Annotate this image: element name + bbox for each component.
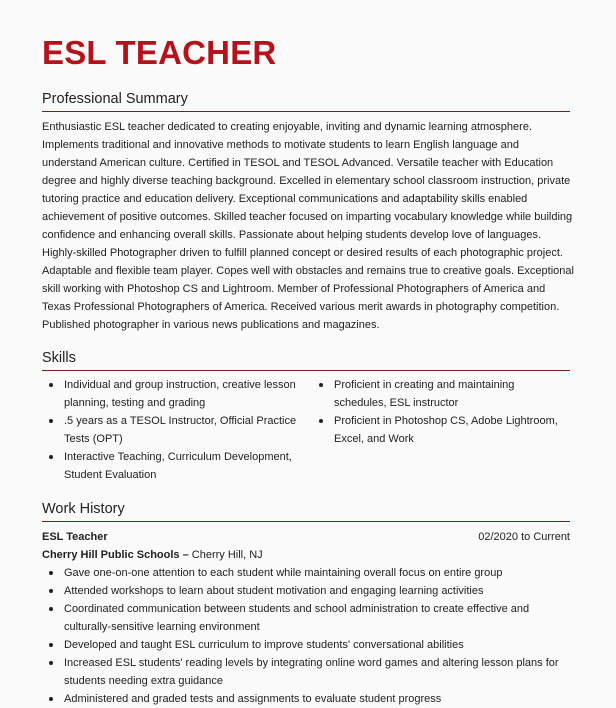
skill-item: Interactive Teaching, Curriculum Development, Student Evaluation: [42, 448, 312, 484]
duty-item: Administered and graded tests and assignments to evaluate student progress: [42, 690, 574, 708]
job-header: [42, 528, 570, 546]
section-heading-professional-summary: Professional Summary: [42, 90, 570, 112]
resume-title: ESL TEACHER: [42, 34, 277, 71]
skills-list: [42, 376, 570, 484]
skill-item: .5 years as a TESOL Instructor, Official Practice Tests (OPT): [42, 412, 312, 448]
skill-item: Individual and group instruction, creative lesson planning, testing and grading: [42, 376, 312, 412]
skills-column-left: [42, 376, 312, 484]
duty-item: Attended workshops to learn about student motivation and engaging learning activities: [42, 582, 574, 600]
duty-item: Increased ESL students' reading levels by integrating online word games and altering lesson plans for students needing extra guidance: [42, 654, 574, 690]
job-title: ESL Teacher: [42, 531, 108, 543]
duty-item: Gave one-on-one attention to each student while maintaining overall focus on entire group: [42, 564, 574, 582]
duty-item: Coordinated communication between students and school administration to create effective and culturally-sensitive learning environment: [42, 600, 574, 636]
employer-location: Cherry Hill, NJ: [191, 549, 263, 561]
employer-line: [42, 546, 263, 564]
job-duties: [42, 564, 574, 708]
duty-item: Developed and taught ESL curriculum to improve students' conversational abilities: [42, 636, 574, 654]
employer-name: Cherry Hill Public Schools: [42, 549, 180, 561]
skill-item: Proficient in Photoshop CS, Adobe Lightroom, Excel, and Work: [312, 412, 570, 448]
professional-summary: [42, 118, 574, 334]
section-heading-work-history: Work History: [42, 500, 570, 522]
section-heading-skills: Skills: [42, 349, 570, 371]
job-dates: 02/2020 to Current: [478, 531, 570, 543]
skills-column-right: [312, 376, 570, 484]
employer-separator: –: [179, 549, 192, 561]
skill-item: Proficient in creating and maintaining schedules, ESL instructor: [312, 376, 570, 412]
summary-paragraph-teaching: Enthusiastic ESL teacher dedicated to creating enjoyable, inviting and dynamic learning atmosphere. Implements traditional and innovative methods to motivate students to learn English language and understand American culture. Certified in TESOL and TESOL Advanced. Versatile teacher with Education degree and highly diverse teaching background. Excelled in elementary school classroom instruction, private tutoring practice and education delivery. Exceptional communications and adaptability skills enabled achievement of positive outcomes. Skilled teacher focused on imparting vocabulary knowledge while building confidence and enhancing overall skills. Passionate about helping students develop love of languages.: [42, 121, 573, 241]
summary-paragraph-photography: Highly-skilled Photographer driven to fulfill planned concept or desired results of each photographic project. Adaptable and flexible team player. Copes well with obstacles and remains true to creative goals. Exceptional skill working with Photoshop CS and Lightroom. Member of Professional Photographers of America and Texas Professional Photographers of America. Received various merit awards in photography competition. Published photographer in various news publications and magazines.: [42, 247, 574, 331]
